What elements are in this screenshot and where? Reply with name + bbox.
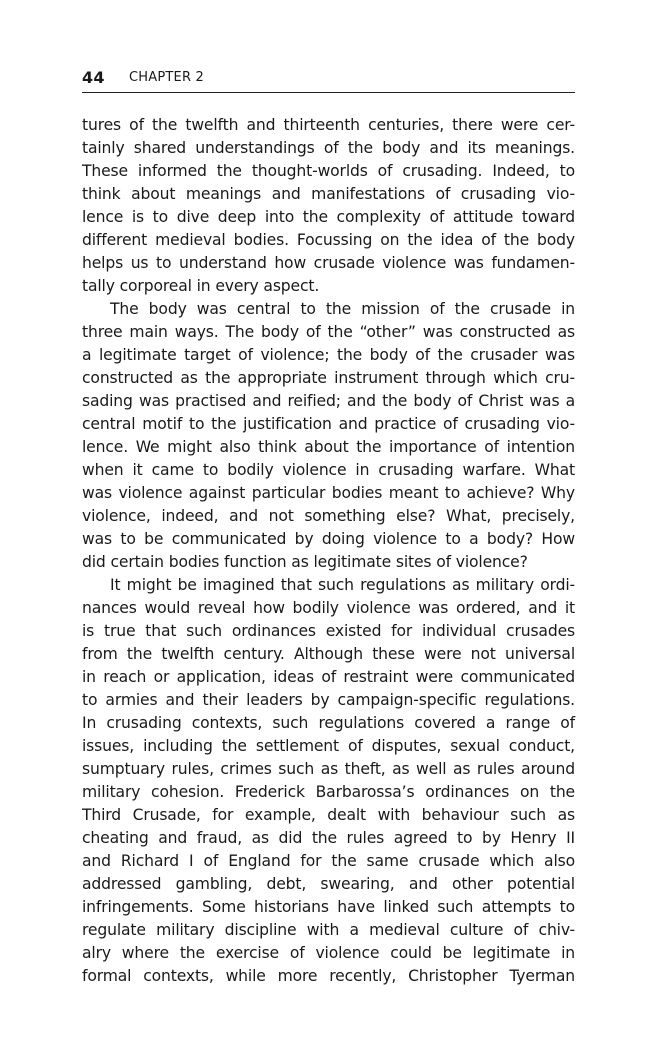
text-line: lence. We might also think about the importance of intention	[82, 438, 575, 456]
text-line: when it came to bodily violence in crusading warfare. What	[82, 461, 575, 479]
text-line: nances would reveal how bodily violence was ordered, and it	[82, 599, 575, 617]
page-number: 44	[82, 68, 105, 87]
text-line: in reach or application, ideas of restraint were communicated	[82, 668, 575, 686]
text-line: to armies and their leaders by campaign-specific regulations.	[82, 691, 575, 709]
text-line: sumptuary rules, crimes such as theft, as well as rules around	[82, 760, 575, 778]
text-line: infringements. Some historians have linked such attempts to	[82, 898, 575, 916]
paragraph-first-line: The body was central to the mission of the crusade in	[110, 300, 575, 318]
text-line: lence is to dive deep into the complexity of attitude toward	[82, 208, 575, 226]
text-line: violence, indeed, and not something else? What, precisely,	[82, 507, 575, 525]
text-line: different medieval bodies. Focussing on the idea of the body	[82, 231, 575, 249]
paragraph-first-line: It might be imagined that such regulations as military ordi-	[110, 576, 575, 594]
text-line: regulate military discipline with a medieval culture of chiv-	[82, 921, 575, 939]
running-header	[82, 66, 575, 93]
text-line: constructed as the appropriate instrument through which cru-	[82, 369, 575, 387]
text-line: military cohesion. Frederick Barbarossa’s ordinances on the	[82, 783, 575, 801]
text-line: a legitimate target of violence; the body of the crusader was	[82, 346, 575, 364]
text-line: alry where the exercise of violence could be legitimate in	[82, 944, 575, 962]
text-line: think about meanings and manifestations of crusading vio-	[82, 185, 575, 203]
text-line: is true that such ordinances existed for individual crusades	[82, 622, 575, 640]
text-line: In crusading contexts, such regulations covered a range of	[82, 714, 575, 732]
text-line: Third Crusade, for example, dealt with behaviour such as	[82, 806, 575, 824]
text-line: tainly shared understandings of the body and its meanings.	[82, 139, 575, 157]
text-line: sading was practised and reified; and the body of Christ was a	[82, 392, 575, 410]
text-line: was to be communicated by doing violence to a body? How	[82, 530, 575, 548]
text-line: tures of the twelfth and thirteenth centuries, there were cer-	[82, 116, 575, 134]
text-line: was violence against particular bodies meant to achieve? Why	[82, 484, 575, 502]
text-line: formal contexts, while more recently, Christopher Tyerman	[82, 967, 575, 985]
text-line: addressed gambling, debt, swearing, and other potential	[82, 875, 575, 893]
text-line: from the twelfth century. Although these were not universal	[82, 645, 575, 663]
text-line: three main ways. The body of the “other” was constructed as	[82, 323, 575, 341]
text-line: central motif to the justification and practice of crusading vio-	[82, 415, 575, 433]
text-line: did certain bodies function as legitimate sites of violence?	[82, 553, 528, 571]
body-text	[82, 114, 575, 988]
text-line: issues, including the settlement of disputes, sexual conduct,	[82, 737, 575, 755]
text-line: tally corporeal in every aspect.	[82, 277, 320, 295]
text-line: helps us to understand how crusade violence was fundamen-	[82, 254, 575, 272]
text-line: cheating and fraud, as did the rules agreed to by Henry II	[82, 829, 575, 847]
text-line: and Richard I of England for the same crusade which also	[82, 852, 575, 870]
text-line: These informed the thought-worlds of crusading. Indeed, to	[82, 162, 575, 180]
chapter-label: CHAPTER 2	[129, 70, 204, 85]
